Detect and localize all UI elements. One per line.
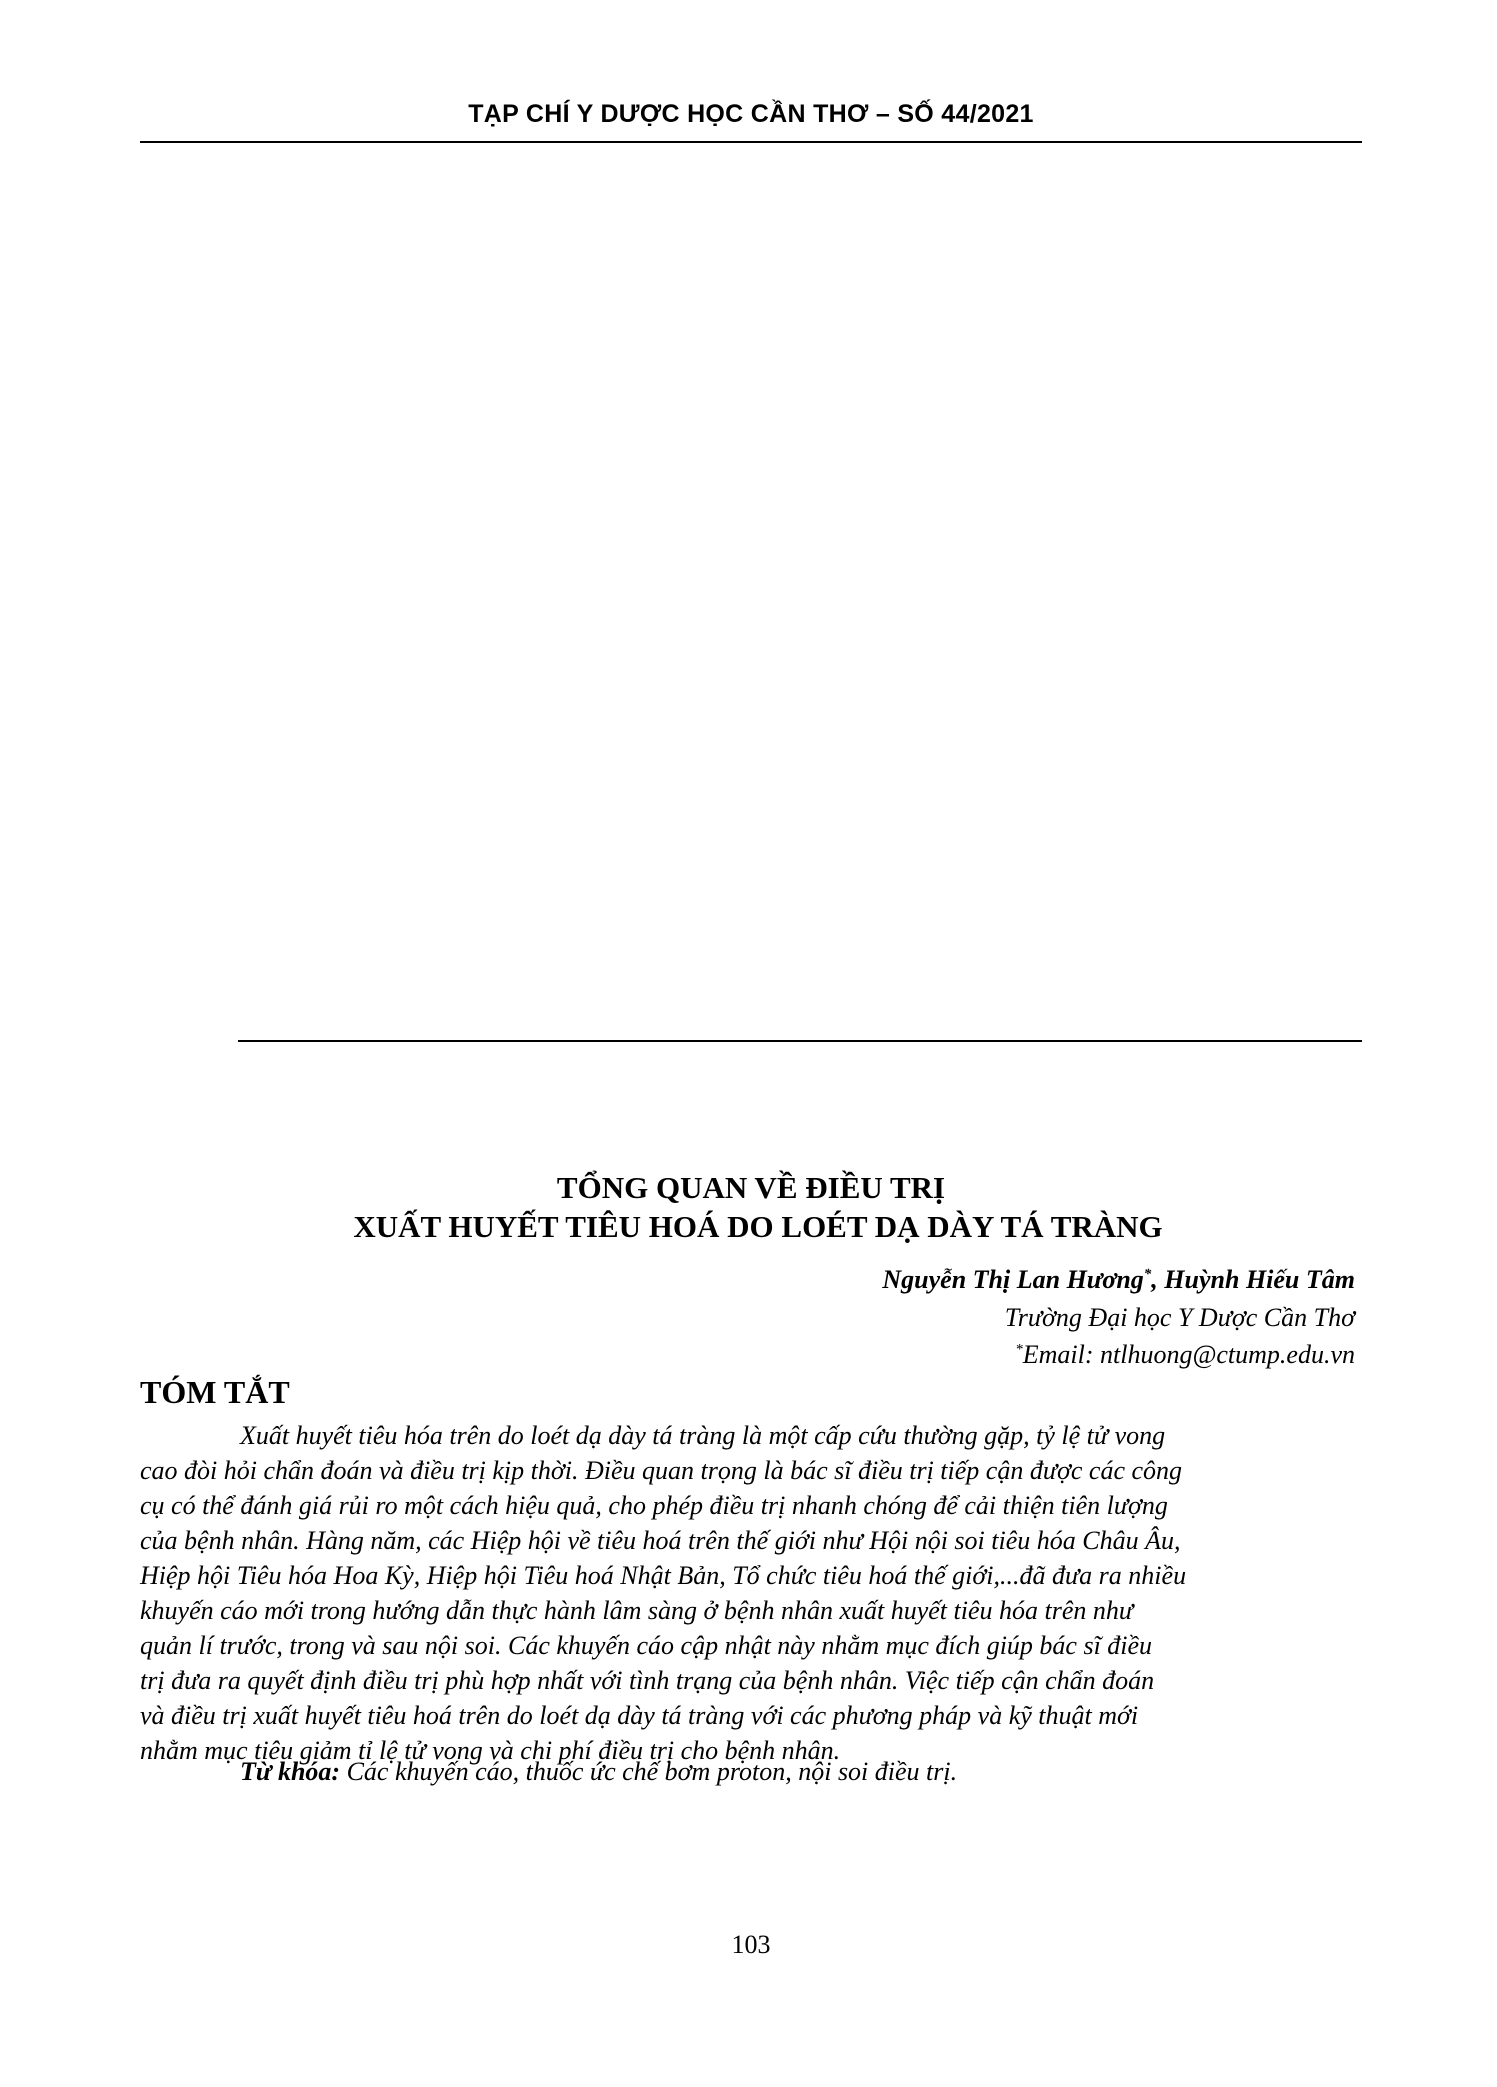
abstract-line: trị đưa ra quyết định điều trị phù hợp nhất với tình trạng của bệnh nhân. Việc tiếp cận chẩn đoán	[140, 1666, 1155, 1695]
keywords-label: Từ khóa:	[240, 1757, 341, 1786]
abstract-body	[140, 1418, 1362, 1768]
abstract-line: quản lí trước, trong và sau nội soi. Các khuyến cáo cập nhật này nhằm mục đích giúp bác sĩ điều	[140, 1631, 1153, 1660]
title-line-2: XUẤT HUYẾT TIÊU HOÁ DO LOÉT DẠ DÀY TÁ TRÀNG	[353, 1209, 1163, 1244]
abstract-line: của bệnh nhân. Hàng năm, các Hiệp hội về tiêu hoá trên thế giới như Hội nội soi tiêu hóa Châu Âu,	[140, 1526, 1181, 1555]
title-line-1: TỔNG QUAN VỀ ĐIỀU TRỊ	[556, 1170, 946, 1205]
abstract-line: nhằm mục tiêu giảm tỉ lệ tử vong và chi phí điều trị cho bệnh nhân.	[140, 1736, 841, 1765]
abstract-line: cụ có thể đánh giá rủi ro một cách hiệu quả, cho phép điều trị nhanh chóng để cải thiện tiên lượng	[140, 1491, 1168, 1520]
email-mark: *	[1015, 1341, 1023, 1358]
abstract-line: Hiệp hội Tiêu hóa Hoa Kỳ, Hiệp hội Tiêu hoá Nhật Bản, Tổ chức tiêu hoá thế giới,...đã đưa ra nhiều	[140, 1561, 1187, 1590]
section-divider	[238, 1040, 1362, 1042]
keywords-text: Các khuyến cáo, thuốc ức chế bơm proton, nội soi điều trị.	[340, 1757, 958, 1786]
abstract-heading: TÓM TẮT	[140, 1374, 290, 1410]
author-1: Nguyễn Thị Lan Hương	[882, 1265, 1144, 1294]
abstract-line: khuyến cáo mới trong hướng dẫn thực hành lâm sàng ở bệnh nhân xuất huyết tiêu hóa trên như	[140, 1596, 1134, 1625]
contact-email	[1015, 1340, 1355, 1370]
author-2: Huỳnh Hiếu Tâm	[1164, 1265, 1355, 1294]
article-title	[140, 1168, 1362, 1246]
corresponding-author-mark: *	[1143, 1266, 1152, 1283]
abstract-line: và điều trị xuất huyết tiêu hoá trên do loét dạ dày tá tràng với các phương pháp và kỹ thuật mới	[140, 1701, 1139, 1730]
header-rule	[140, 141, 1362, 143]
author-separator: ,	[1151, 1265, 1165, 1294]
keywords	[240, 1757, 957, 1787]
journal-header: TẠP CHÍ Y DƯỢC HỌC CẦN THƠ – SỐ 44/2021	[468, 100, 1034, 128]
email-text: Email: ntlhuong@ctump.edu.vn	[1022, 1340, 1355, 1369]
page-number: 103	[731, 1930, 771, 1959]
affiliation: Trường Đại học Y Dược Cần Thơ	[1004, 1303, 1355, 1332]
abstract-line: Xuất huyết tiêu hóa trên do loét dạ dày tá tràng là một cấp cứu thường gặp, tỷ lệ tử vong	[240, 1421, 1166, 1450]
abstract-line: cao đòi hỏi chẩn đoán và điều trị kịp thời. Điều quan trọng là bác sĩ điều trị tiếp cận được các công	[140, 1456, 1183, 1485]
author-list	[882, 1265, 1355, 1295]
